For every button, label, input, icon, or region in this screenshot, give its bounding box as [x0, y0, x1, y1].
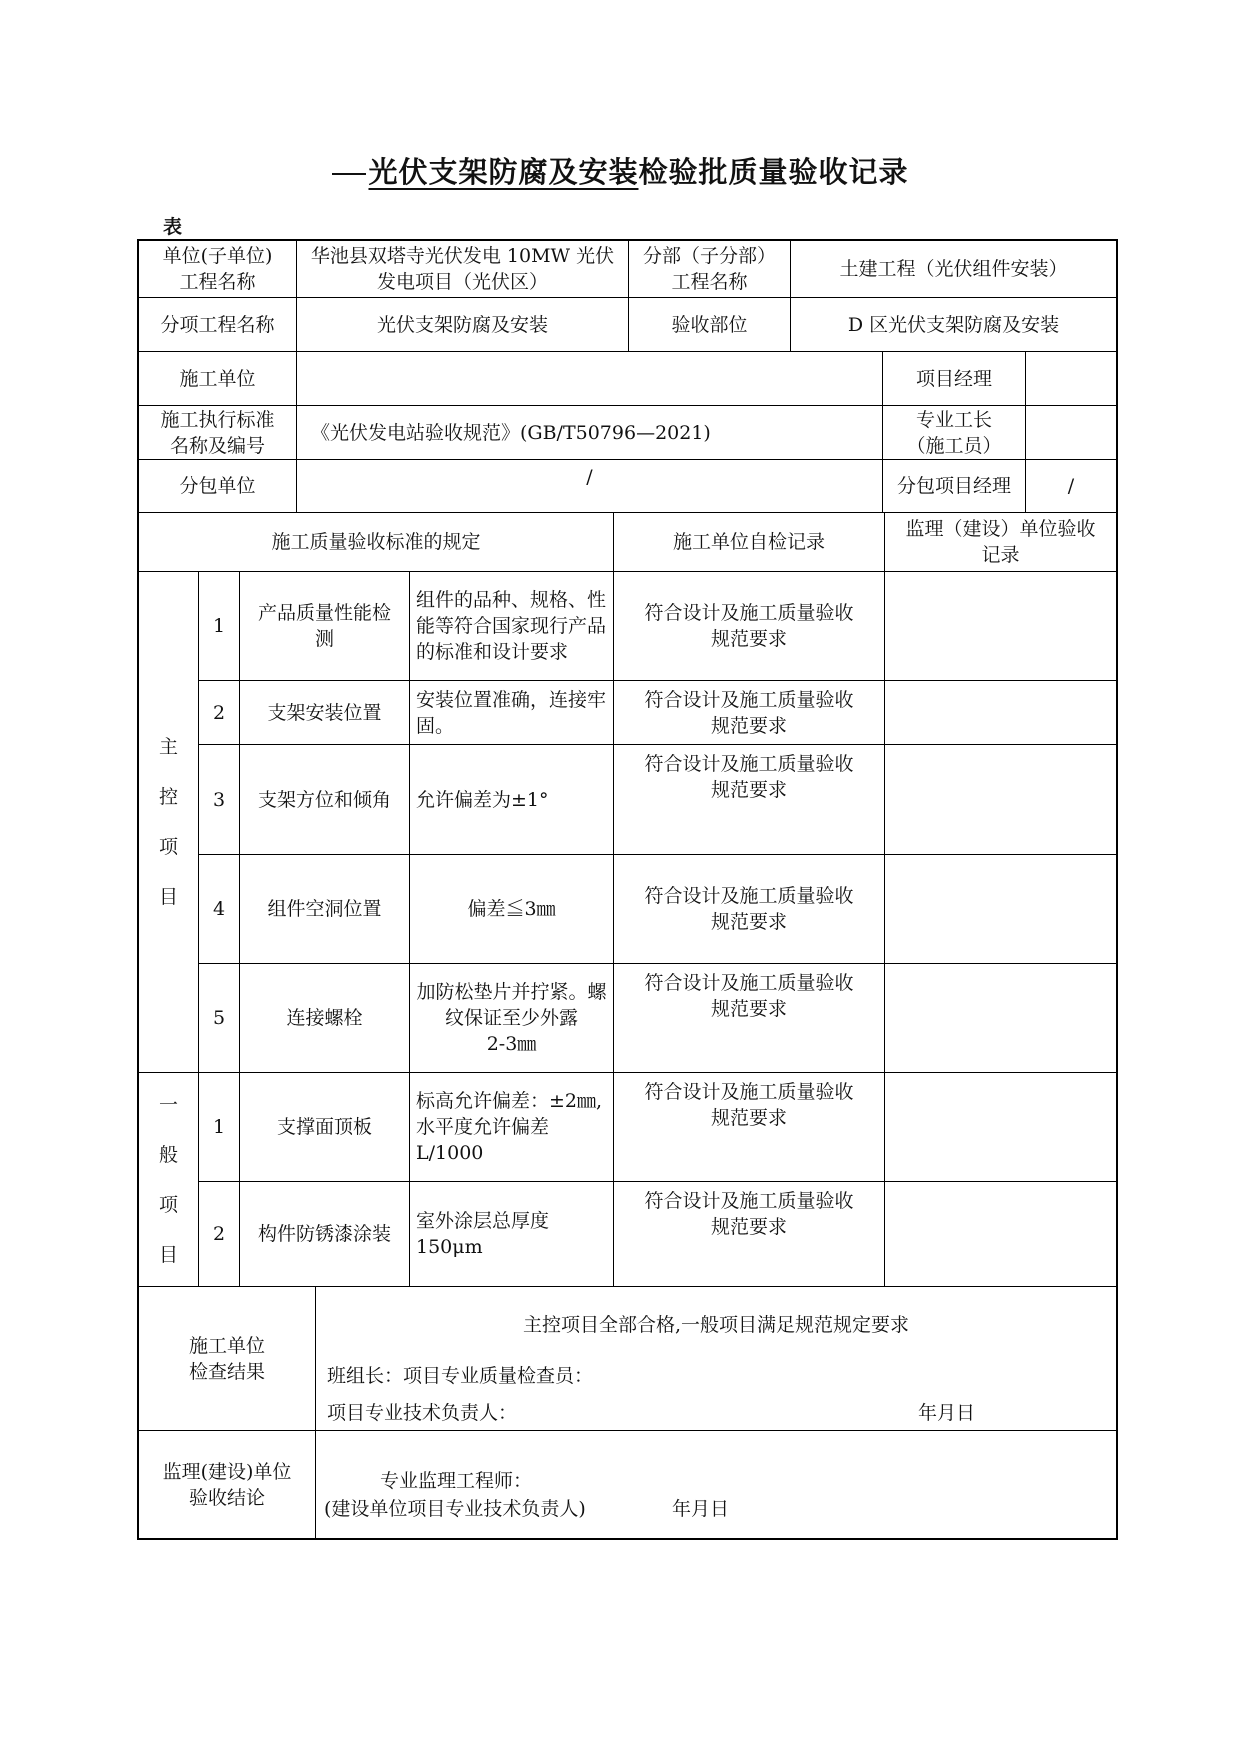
item-supervision — [885, 1073, 1116, 1181]
item-number: 2 — [212, 1223, 226, 1245]
item-self-check: 符合设计及施工质量验收 规范要求 — [644, 602, 854, 650]
standard-label: 施工执行标准 名称及编号 — [160, 408, 275, 457]
standard-value: 《光伏发电站验收规范》(GB/T50796—2021) — [311, 421, 711, 444]
item-requirement: 室外涂层总厚度 150μm — [416, 1210, 550, 1258]
page-title — [0, 150, 1241, 191]
title-underline-lead — [332, 173, 366, 175]
subitem-label: 分项工程名称 — [160, 313, 275, 336]
title-rest: 检验批质量验收记录 — [638, 155, 909, 189]
item-self-check: 符合设计及施工质量验收 规范要求 — [644, 688, 854, 737]
item-supervision — [885, 572, 1116, 680]
foreman-value — [1026, 406, 1116, 459]
project-manager-value — [1026, 352, 1116, 405]
item-supervision — [885, 681, 1116, 744]
supervision-result-label: 监理(建设)单位 验收结论 — [162, 1460, 292, 1509]
main-control-group-label: 主 控 项 目 — [158, 736, 178, 908]
unit-project-value: 华池县双塔寺光伏发电 10MW 光伏发电项目（光伏区） — [310, 245, 615, 293]
construction-result-label: 施工单位 检查结果 — [188, 1334, 265, 1383]
item-name: 支架方位和倾角 — [257, 788, 391, 811]
item-self-check: 符合设计及施工质量验收 规范要求 — [644, 1190, 854, 1238]
acceptance-part-value: D 区光伏支架防腐及安装 — [847, 313, 1060, 336]
item-name: 支撑面顶板 — [276, 1116, 372, 1138]
item-requirement: 标高允许偏差：±2㎜,水平度允许偏差L/1000 — [416, 1090, 603, 1164]
item-number: 1 — [212, 615, 226, 637]
item-supervision — [885, 1182, 1116, 1286]
item-self-check: 符合设计及施工质量验收 规范要求 — [644, 753, 854, 801]
general-group-label: 一 般 项 目 — [158, 1093, 178, 1266]
item-requirement: 组件的品种、规格、性能等符合国家现行产品的标准和设计要求 — [416, 589, 607, 663]
sub-project-manager-value: / — [1067, 475, 1075, 497]
subitem-value: 光伏支架防腐及安装 — [376, 313, 548, 336]
project-manager-label: 项目经理 — [915, 367, 992, 390]
construction-unit-label: 施工单位 — [179, 367, 256, 390]
construction-result-conclusion: 主控项目全部合格,一般项目满足规范规定要求 — [522, 1314, 910, 1336]
item-supervision — [885, 855, 1116, 963]
col-header-self-check: 施工单位自检记录 — [672, 531, 825, 553]
item-supervision — [885, 964, 1116, 1072]
item-name: 构件防锈漆涂装 — [257, 1223, 391, 1245]
item-name: 连接螺栓 — [286, 1007, 363, 1029]
supervision-result-date: 年月日 — [672, 1498, 730, 1520]
subcontractor-value: / — [586, 466, 593, 488]
item-self-check: 符合设计及施工质量验收 规范要求 — [644, 885, 854, 933]
subcontractor-label: 分包单位 — [179, 475, 256, 497]
item-number: 5 — [212, 1007, 226, 1029]
construction-result-date: 年月日 — [918, 1402, 976, 1424]
unit-project-label: 单位(子单位) 工程名称 — [162, 245, 273, 293]
foreman-label: 专业工长 （施工员） — [906, 408, 1002, 457]
item-requirement: 安装位置准确，连接牢固。 — [416, 688, 607, 737]
sub-project-manager-label: 分包项目经理 — [896, 475, 1011, 497]
item-number: 2 — [212, 701, 226, 724]
item-requirement: 偏差≦3㎜ — [467, 898, 556, 920]
col-header-standard: 施工质量验收标准的规定 — [271, 531, 481, 553]
item-name: 支架安装位置 — [267, 701, 382, 724]
item-number: 3 — [212, 788, 226, 811]
owner-tech-lead-line: (建设单位项目专业技术负责人) — [324, 1498, 586, 1520]
item-self-check: 符合设计及施工质量验收 规范要求 — [644, 1081, 854, 1129]
item-number: 1 — [212, 1116, 226, 1138]
item-requirement: 加防松垫片并拧紧。螺纹保证至少外露 2-3㎜ — [416, 981, 607, 1055]
subdivision-value: 土建工程（光伏组件安装） — [839, 258, 1068, 280]
supervision-engineer-line: 专业监理工程师： — [380, 1470, 533, 1492]
subdivision-label: 分部（子分部） 工程名称 — [642, 245, 776, 293]
item-name: 组件空洞位置 — [267, 898, 382, 920]
item-self-check: 符合设计及施工质量验收 规范要求 — [644, 972, 854, 1020]
construction-unit-value — [297, 352, 882, 405]
item-number: 4 — [212, 898, 226, 920]
item-supervision — [885, 745, 1116, 854]
item-name: 产品质量性能检 测 — [257, 602, 391, 650]
title-underlined-part: 光伏支架防腐及安装 — [368, 155, 639, 189]
col-header-supervision: 监理（建设）单位验收 记录 — [905, 518, 1096, 566]
team-leader-line: 班组长：项目专业质量检查员： — [327, 1365, 594, 1387]
table-label: 表 — [163, 216, 183, 238]
item-requirement: 允许偏差为±1° — [416, 788, 549, 811]
tech-lead-line: 项目专业技术负责人： — [327, 1402, 518, 1424]
acceptance-part-label: 验收部位 — [671, 313, 748, 336]
